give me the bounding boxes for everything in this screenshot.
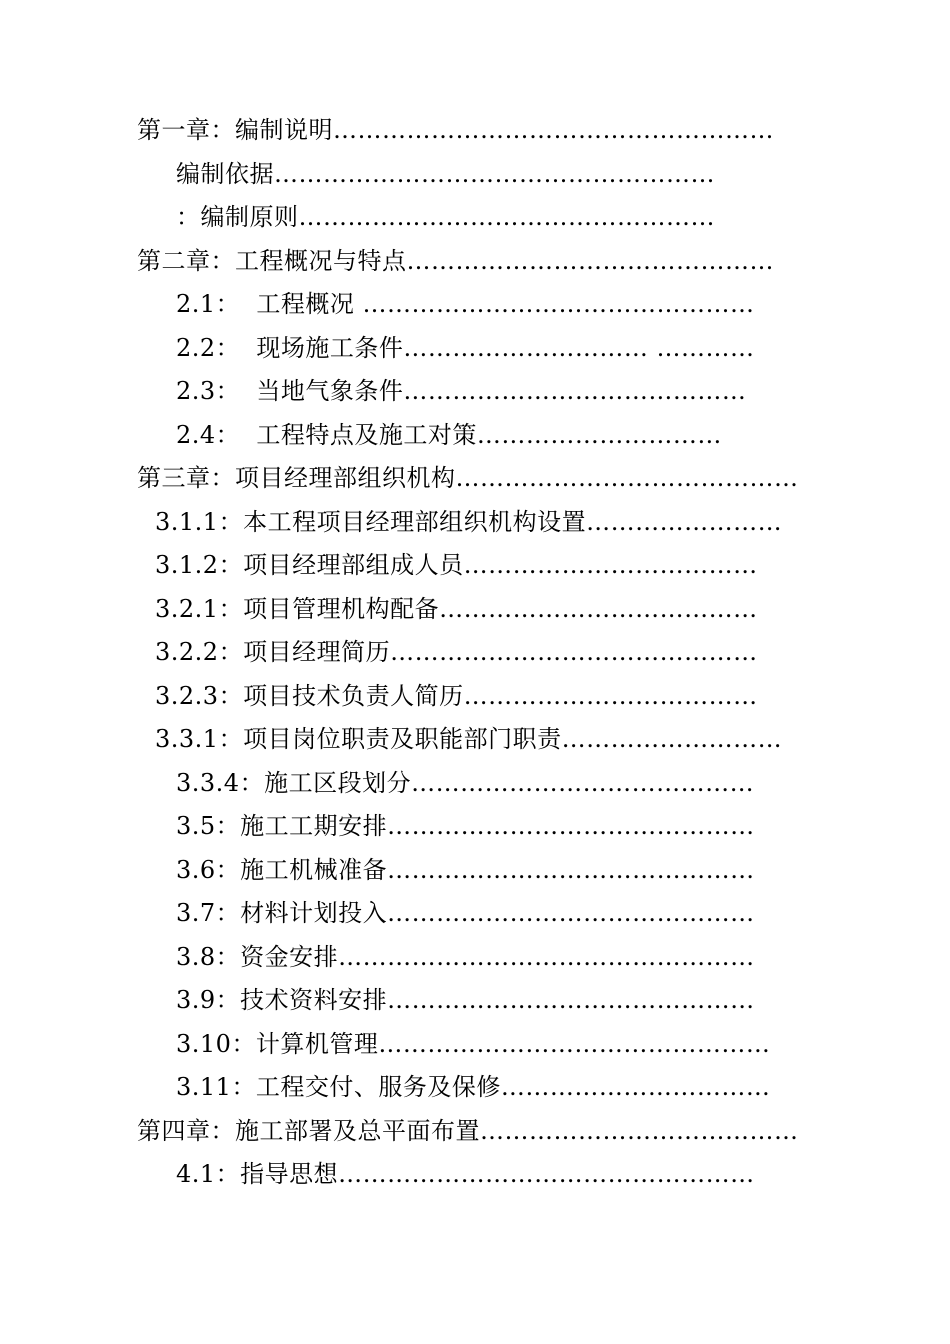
toc-chapter-4: 第四章：施工部署及总平面布置…………………………………	[137, 1117, 799, 1145]
toc-item-3-9: 3.9：技术资料安排………………………………………	[176, 986, 755, 1014]
toc-item-3-2-2: 3.2.2：项目经理简历………………………………………	[155, 638, 758, 666]
toc-item-3-3-4: 3.3.4：施工区段划分……………………………………	[176, 769, 755, 797]
toc-item-3-11: 3.11：工程交付、服务及保修……………………………	[176, 1073, 771, 1101]
toc-item-3-6: 3.6：施工机械准备………………………………………	[176, 856, 755, 884]
toc-item-3-1-2: 3.1.2：项目经理部组成人员………………………………	[155, 551, 758, 579]
toc-item-compile-principles: ：编制原则……………………………………………	[176, 203, 715, 231]
toc-item-2-4: 2.4： 工程特点及施工对策…………………………	[176, 421, 722, 449]
toc-item-2-1: 2.1： 工程概况 …………………………………………	[176, 290, 755, 318]
toc-item-4-1: 4.1：指导思想……………………………………………	[176, 1160, 755, 1188]
toc-chapter-3: 第三章：项目经理部组织机构……………………………………	[137, 464, 799, 492]
toc-item-3-2-1: 3.2.1：项目管理机构配备…………………………………	[155, 595, 758, 623]
toc-item-3-10: 3.10：计算机管理…………………………………………	[176, 1030, 771, 1058]
toc-item-3-8: 3.8：资金安排……………………………………………	[176, 943, 755, 971]
toc-item-2-3: 2.3： 当地气象条件……………………………………	[176, 377, 747, 405]
toc-item-3-5: 3.5：施工工期安排………………………………………	[176, 812, 755, 840]
toc-item-3-7: 3.7：材料计划投入………………………………………	[176, 899, 755, 927]
toc-item-3-1-1: 3.1.1：本工程项目经理部组织机构设置……………………	[155, 508, 783, 536]
toc-item-2-2: 2.2： 现场施工条件………………………… …………	[176, 334, 755, 362]
toc-item-3-3-1: 3.3.1：项目岗位职责及职能部门职责………………………	[155, 725, 783, 753]
toc-item-3-2-3: 3.2.3：项目技术负责人简历………………………………	[155, 682, 758, 710]
toc-item-compile-basis: 编制依据………………………………………………	[176, 160, 715, 188]
toc-chapter-2: 第二章：工程概况与特点………………………………………	[137, 247, 774, 275]
toc-chapter-1: 第一章：编制说明………………………………………………	[137, 116, 774, 144]
